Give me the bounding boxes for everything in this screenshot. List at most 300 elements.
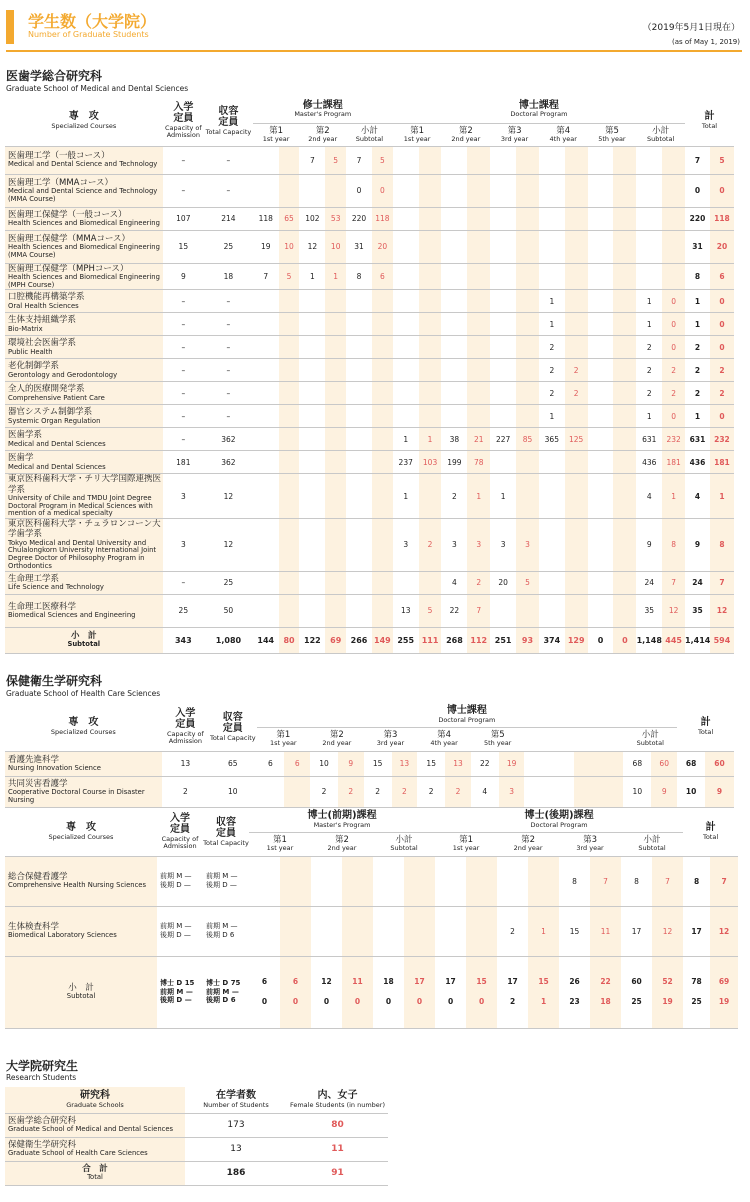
cell-value [467,359,490,382]
cell-value: 0 [662,290,685,313]
cell-value [588,336,614,359]
cell-value [588,230,614,263]
table-row [5,451,734,474]
cell-value: – [163,290,204,313]
cell-value [588,451,614,474]
cell-value [346,336,372,359]
course-name-en: Comprehensive Patient Care [8,393,105,402]
cell-value [441,382,467,405]
course-name-ja: 口腔機能再構築学系 [8,292,85,303]
cell-value: 7 [346,146,372,174]
cell-value [325,474,346,519]
cell-value [346,359,372,382]
cell-value: 12 [710,594,734,627]
table-row [5,519,734,572]
cell-value: – [163,359,204,382]
cell-value: 15 [364,751,392,776]
cell-value [539,594,565,627]
cell-value [490,174,516,207]
subtotal-value [342,956,373,1028]
cell-value [372,594,393,627]
cell-value [516,594,539,627]
cell-value [372,405,393,428]
cell-value: 2 [685,336,710,359]
cell-value [490,313,516,336]
cell-value: 3 [163,474,204,519]
cell-value [419,336,442,359]
capacity-late-label: 後期 D [160,931,182,939]
cell-value: 103 [419,451,442,474]
cell-value [393,405,419,428]
table-row: 保健衛生学研究科 Graduate School of Health Care Sciences 13 11 [5,1137,388,1161]
cell-value [467,207,490,230]
cell-value [372,571,393,594]
course-name-ja: 環境社会医歯学系 [8,338,77,349]
cell-value: 9 [636,519,662,572]
cell-value [299,382,325,405]
subtotal-bottom: 18 [600,997,611,1006]
cell-value: 1 [662,474,685,519]
cell-value: 107 [163,207,204,230]
subtotal-value: 343 [163,627,204,653]
cell-value: 2 [417,776,445,807]
cell-value [419,230,442,263]
cell-value [613,382,636,405]
course-name-en: Medical and Dental Science and Technology (MMA Course) [8,186,158,203]
table-row [5,263,734,290]
cell-value [253,594,279,627]
subtotal-value: 144 [253,627,279,653]
col-header-major: 専 攻 Specialized Courses [5,96,163,146]
cell-value [467,263,490,290]
cell-value: 12 [652,906,683,956]
cell-value [588,207,614,230]
col-header-doctor: 博士課程 Doctoral Program [393,96,685,123]
cell-value [490,451,516,474]
cell-value: 232 [710,428,734,451]
cell-value [253,451,279,474]
cell-value [565,313,588,336]
cell-value: 3 [516,519,539,572]
cell-value [299,405,325,428]
cell-value [311,906,342,956]
cell-value [393,290,419,313]
cell-value: 1 [710,474,734,519]
cell-value: 1 [393,428,419,451]
cell-value [372,428,393,451]
subtotal-bottom: 25 [691,997,702,1006]
cell-value [253,571,279,594]
cell-value [253,336,279,359]
cell-value [435,906,466,956]
course-name [5,474,163,519]
cell-value: 237 [393,451,419,474]
cell-value [613,571,636,594]
cell-value [299,571,325,594]
cell-value [419,474,442,519]
cell-value: – [204,174,253,207]
female-count: 11 [287,1137,388,1161]
cell-value: 7 [467,594,490,627]
cell-value: 2 [662,382,685,405]
course-name-en: Biomedical Laboratory Sciences [8,931,117,940]
capacity-late-value: 6 [229,931,235,939]
subtotal-top: 69 [718,977,730,986]
cell-value [636,146,662,174]
students-count: 173 [185,1113,287,1137]
table-row [5,906,738,956]
cell-value: 4 [441,571,467,594]
cell-value: 10 [623,776,651,807]
cell-value [299,451,325,474]
cell-value: 9 [685,519,710,572]
cell-value [325,594,346,627]
cell-value: 31 [346,230,372,263]
cell-value [516,359,539,382]
cell-value: 362 [204,451,253,474]
cell-value [299,359,325,382]
students-total: 186 [185,1161,287,1185]
cell-value [565,146,588,174]
cell-value [490,594,516,627]
col-header-admission-capacity: 入学 定員 Capacity of Admission [162,703,209,751]
cell-value [565,336,588,359]
cell-value [613,405,636,428]
cell-value [636,230,662,263]
cell-value [325,519,346,572]
course-name-en: Systemic Organ Regulation [8,416,101,425]
cell-value [613,594,636,627]
cell-value [613,290,636,313]
subtotal-value: 0 [588,627,614,653]
subtotal-value: 266 [346,627,372,653]
col-header-school: 研究科 Graduate Schools [5,1087,185,1113]
cell-value [441,263,467,290]
cell-value: 11 [590,906,621,956]
cell-value: 2 [539,359,565,382]
course-name [5,336,163,359]
table-row [5,290,734,313]
course-name-ja: 看護先進科学 [8,754,60,765]
cell-value [613,336,636,359]
cell-value [588,263,614,290]
capacity-late-value: — [183,881,191,889]
subtotal-top: 6 [261,977,268,986]
cell-value [662,174,685,207]
subtotal-top: 22 [600,977,611,986]
cell-value: 18 [204,263,253,290]
subtotal-top: 26 [569,977,580,986]
subtotal-value [435,956,466,1028]
cell-value [565,174,588,207]
section3-title: 大学院研究生 [6,1059,79,1073]
cell-value: 35 [685,594,710,627]
cell-value [342,856,373,906]
capacity-late-label: 後期 D [206,881,228,889]
cell-value: 50 [204,594,253,627]
subtotal-bottom: 19 [662,997,673,1006]
cell-value [613,519,636,572]
course-name [5,313,163,336]
cell-value: 7 [253,263,279,290]
cell-value: 631 [685,428,710,451]
cell-value [662,230,685,263]
course-name-ja: 医歯学 [8,453,34,464]
cell-value [613,174,636,207]
course-name [5,856,157,906]
cell-value [279,474,300,519]
subtotal-bottom: 1 [540,997,547,1006]
cell-value: 2 [685,359,710,382]
health-care-doctoral-table [5,703,734,808]
course-name-ja: 医歯理工保健学（一般コース） [8,209,127,220]
course-name [5,571,163,594]
cell-value: 631 [636,428,662,451]
subtotal-value: 93 [516,627,539,653]
cell-value [419,571,442,594]
cell-value [516,336,539,359]
subtotal-value: 374 [539,627,565,653]
subtotal-value [590,956,621,1028]
col-header-admission-capacity: 入学 定員 Capacity of Admission [163,96,204,146]
subtotal-top: 12 [321,977,332,986]
course-name-en: Health Sciences and Biomedical Engineering (MPH Course) [8,272,160,289]
cell-value [588,519,614,572]
subtotal-value: 149 [372,627,393,653]
subtotal-bottom: 23 [569,997,580,1006]
course-name-ja: 東京医科歯科大学・チリ大学国際連携医学系 [8,474,162,495]
cell-value: – [163,571,204,594]
cell-value: 22 [441,594,467,627]
cell-value: 118 [372,207,393,230]
cell-value [565,263,588,290]
cell-value: 10 [677,776,705,807]
course-name [5,207,163,230]
cell-value: 31 [685,230,710,263]
cell-value: 1 [325,263,346,290]
cell-value [372,336,393,359]
cell-value [516,263,539,290]
cell-value [588,382,614,405]
cell-value [490,359,516,382]
course-name [5,146,163,174]
capacity-early [157,922,203,931]
cell-value: 22 [471,751,499,776]
subtotal-top: 11 [352,977,363,986]
cell-value [588,359,614,382]
cell-value [284,776,310,807]
cell-value: 1 [539,313,565,336]
cell-value: 2 [162,776,209,807]
cell-value: 38 [441,428,467,451]
cell-value: 5 [419,594,442,627]
cell-value [419,263,442,290]
capacity-line [203,996,249,1005]
cell-value [373,856,404,906]
course-name [5,776,162,807]
cell-value [565,451,588,474]
cell-value: 3 [441,519,467,572]
cell-value: 2 [338,776,364,807]
subtotal-label-en: Subtotal [67,640,101,649]
table-row [5,751,734,776]
course-name-ja: 器官システム制御学系 [8,407,93,418]
table-row [5,405,734,428]
course-name [5,230,163,263]
cell-value [565,230,588,263]
cell-value [253,519,279,572]
cell-value: 7 [685,146,710,174]
female-total: 91 [287,1161,388,1185]
cell-value: 0 [710,336,734,359]
cell-value: 25 [204,230,253,263]
subtotal-bottom: 0 [323,997,330,1006]
course-name-en: Cooperative Doctoral Course in Disaster Nursing [8,787,145,804]
subtotal-top: 17 [414,977,425,986]
cell-value: 125 [565,428,588,451]
cell-value [419,359,442,382]
cell-value [539,230,565,263]
cell-value: 8 [662,519,685,572]
cell-value [280,906,311,956]
cell-value [372,519,393,572]
course-name-ja: 全人的医療開発学系 [8,384,85,395]
cell-value: 19 [253,230,279,263]
section3-subtitle: Research Students [6,1073,77,1082]
capacity-line-label: 後期 D [160,996,183,1005]
cell-value [279,519,300,572]
cell-value: 3 [163,519,204,572]
subtotal-top: 52 [662,977,673,986]
cell-value: 20 [710,230,734,263]
cell-value: – [204,359,253,382]
cell-value: 436 [636,451,662,474]
cell-value: 1 [636,290,662,313]
capacity-early-value: — [184,872,192,881]
cell-value: – [204,405,253,428]
cell-value [636,207,662,230]
capacity-line-label: 後期 D [206,996,229,1005]
cell-value [467,174,490,207]
cell-value [253,405,279,428]
cell-value: 181 [710,451,734,474]
cell-value: 1 [636,405,662,428]
cell-value: 5 [279,263,300,290]
cell-value: 10 [279,230,300,263]
cell-value [467,313,490,336]
cell-value: 19 [499,751,525,776]
cell-value: 85 [516,428,539,451]
cell-value: 2 [565,359,588,382]
cell-value [419,313,442,336]
cell-value [516,474,539,519]
cell-value: 2 [539,336,565,359]
cell-value: – [204,290,253,313]
cell-value [419,146,442,174]
cell-value: 1 [528,906,559,956]
cell-value [393,359,419,382]
capacity-line-label: 前期 M [160,987,184,996]
cell-value: 20 [372,230,393,263]
subtotal-value [559,956,590,1028]
subtotal-bottom: 0 [354,997,361,1006]
cell-value [636,263,662,290]
capacity-late-value: — [229,881,237,889]
cell-value [441,336,467,359]
subtotal-bottom: 0 [416,997,423,1006]
course-name-en: University of Chile and TMDU Joint Degree Doctoral Program in Medical Sciences with mention of a medical specialty [8,493,153,518]
cell-value [441,174,467,207]
cell-value [441,230,467,263]
cell-value: 5 [325,146,346,174]
health-care-master-doctoral-table [5,808,738,1029]
capacity-early-label: 前期 M [160,922,183,931]
cell-value: 1 [685,290,710,313]
cell-value: 21 [467,428,490,451]
col-header-year2: 第2 2nd year [310,727,364,751]
capacity-early-value: — [230,922,238,931]
cell-value: 2 [636,336,662,359]
course-name [5,359,163,382]
cell-value: 15 [417,751,445,776]
cell-value: 7 [662,571,685,594]
cell-value [249,906,280,956]
cell-value: 2 [662,359,685,382]
cell-value: 24 [685,571,710,594]
cell-value [441,359,467,382]
cell-value: – [204,313,253,336]
cell-value: 10 [325,230,346,263]
cell-value [539,263,565,290]
capacity-line-label: 博士 D [206,978,229,987]
cell-value: 9 [705,776,734,807]
cell-value [279,313,300,336]
cell-value [441,207,467,230]
cell-value [299,428,325,451]
cell-value [419,290,442,313]
cell-value [516,451,539,474]
cell-value [325,405,346,428]
cell-value [325,290,346,313]
cell-value: 2 [419,519,442,572]
cell-value [588,313,614,336]
col-header-total-capacity: 収容 定員 Total Capacity [204,96,253,146]
cell-value [516,146,539,174]
cell-value: 0 [685,174,710,207]
cell-value: 0 [710,313,734,336]
cell-value: 3 [467,519,490,572]
cell-value: – [204,336,253,359]
as-of-date-en: (as of May 1, 2019) [671,38,740,46]
table-row [5,474,734,519]
capacity-line-value: — [184,996,192,1005]
cell-value [325,336,346,359]
col-header-early-year1: 第1 1st year [249,832,311,856]
capacity-late [203,931,249,940]
cell-value [565,207,588,230]
col-header-d-year2: 第2 2nd year [441,123,490,146]
female-count: 80 [287,1113,388,1137]
cell-value [404,856,435,906]
capacity-early [203,922,249,931]
subtotal-top: 6 [292,977,299,986]
cell-value [441,146,467,174]
cell-value: 118 [710,207,734,230]
cell-value [539,451,565,474]
col-header-total-capacity: 収容 定員 Total Capacity [209,703,256,751]
cell-value [467,230,490,263]
title-accent-bar [6,10,14,44]
